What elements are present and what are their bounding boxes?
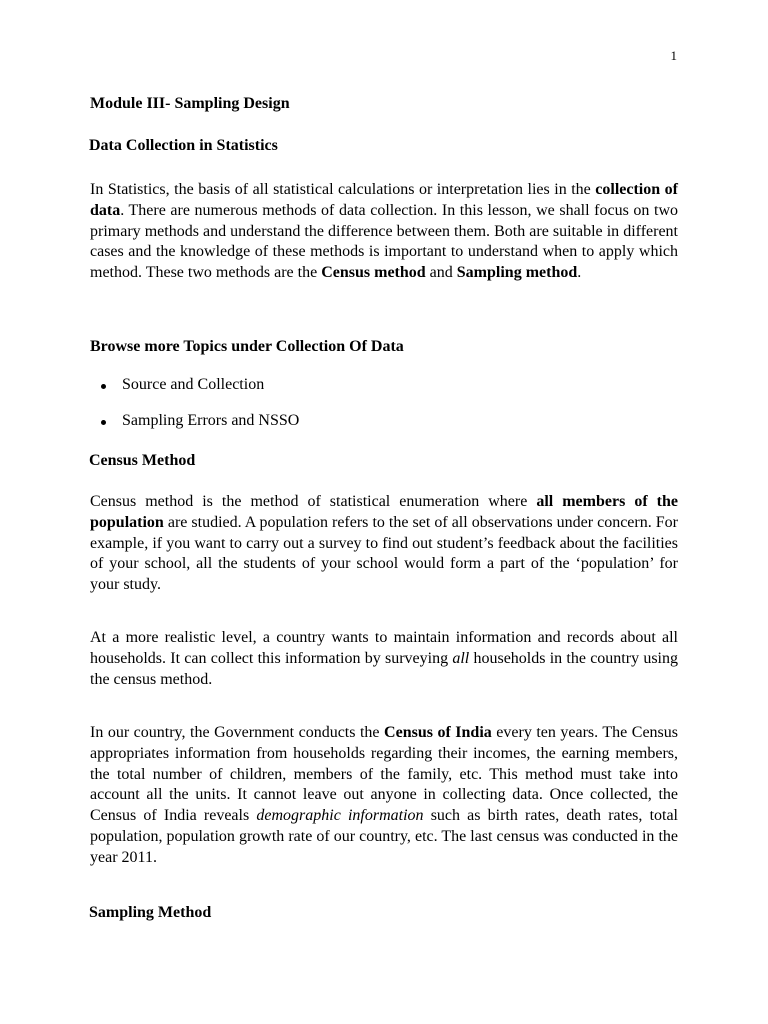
text-run: At a more realistic level, a country wants to maintain information and records about all households. It can collect this information by surveying bbox=[90, 629, 678, 667]
text-run: . There are numerous methods of data collection. In this lesson, we shall focus on two primary methods and understand the difference between them. Both are suitable in different cases and the knowledge of these methods is important to understand when to apply which method. These two methods are the bbox=[90, 201, 678, 282]
section-title-sampling: Sampling Method bbox=[89, 904, 212, 921]
paragraph-census-1 bbox=[90, 492, 678, 596]
text-run: In Statistics, the basis of all statistical calculations or interpretation lies in the bbox=[90, 181, 596, 198]
text-run: and bbox=[425, 264, 457, 282]
bullet-icon bbox=[101, 420, 106, 425]
bold-term: Sampling method bbox=[456, 264, 578, 282]
bold-term: collection of data bbox=[90, 181, 678, 219]
text-run: such as birth rates, death rates, total population, population growth rate of our country, etc. The last census was conducted in the year 2011. bbox=[90, 807, 679, 866]
browse-topics-list bbox=[90, 375, 678, 447]
text-run: . bbox=[577, 264, 582, 282]
bold-term: Census method bbox=[321, 264, 426, 282]
text-run: In our country, the Government conducts the bbox=[90, 724, 385, 741]
list-item-label: Source and Collection bbox=[122, 376, 265, 393]
module-title: Module III- Sampling Design bbox=[90, 95, 290, 112]
list-item-label: Sampling Errors and NSSO bbox=[122, 412, 300, 429]
italic-term: demographic information bbox=[256, 807, 424, 825]
paragraph-census-2 bbox=[90, 628, 678, 690]
page-number: 1 bbox=[670, 48, 677, 63]
paragraph-census-3 bbox=[90, 723, 678, 869]
bullet-icon bbox=[101, 384, 106, 389]
text-run: are studied. A population refers to the set of all observations under concern. For example, if you want to carry out a survey to find out student’s feedback about the facilities of your school, all the students of your school would form a part of the ‘population’ for your study. bbox=[90, 513, 678, 594]
section-title-browse: Browse more Topics under Collection Of Data bbox=[90, 338, 404, 355]
italic-term: all bbox=[452, 649, 470, 667]
section-title-census: Census Method bbox=[89, 452, 196, 469]
paragraph-data-collection bbox=[90, 180, 678, 284]
list-item[interactable] bbox=[90, 411, 678, 431]
bold-term: Census of India bbox=[384, 724, 492, 741]
list-item[interactable] bbox=[90, 375, 678, 395]
text-run: every ten years. The Census appropriates information from households regarding their incomes, the earning members, the total number of children, members of the family, etc. This method must take into account all the units. It cannot leave out anyone in collecting data. Once collected, the Census of India reveals bbox=[90, 724, 679, 825]
text-run: Census method is the method of statistical enumeration where bbox=[90, 493, 537, 510]
bold-term: all members of the population bbox=[90, 493, 678, 531]
text-run: households in the country using the census method. bbox=[90, 649, 678, 688]
section-title-data-collection: Data Collection in Statistics bbox=[89, 137, 278, 154]
